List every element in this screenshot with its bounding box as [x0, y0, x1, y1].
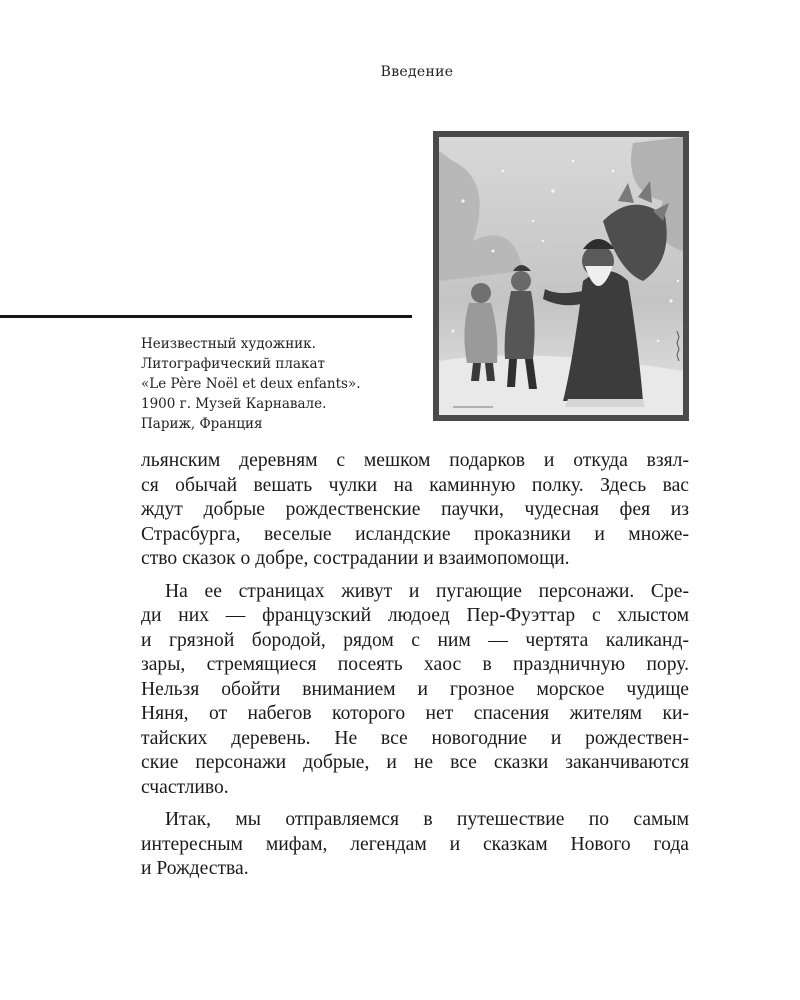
- caption-line: Литографический плакат: [141, 356, 325, 372]
- text-line: тайских деревень. Не все новогодние и рождествен-: [141, 727, 689, 749]
- caption-line: Париж, Франция: [141, 416, 263, 432]
- text-line: Нельзя обойти вниманием и грозное морское чудище: [141, 678, 689, 700]
- text-line: льянским деревням с мешком подарков и откуда взял-: [141, 450, 689, 471]
- text-line: Итак, мы отправляемся в путешествие по самым: [165, 809, 689, 830]
- text-line: счастливо.: [141, 776, 229, 798]
- text-line: интересным мифам, легендам и сказкам Нового года: [141, 833, 689, 855]
- text-line: ские персонажи добрые, и не все сказки заканчиваются: [141, 752, 689, 773]
- lithograph-poster-image: [433, 131, 689, 421]
- text-line: зары, стремящиеся посеять хаос в праздничную пору.: [141, 654, 689, 675]
- text-line: Страсбурга, веселые исландские проказники и множе-: [141, 523, 689, 545]
- body-text: [141, 449, 689, 882]
- text-line: и грязной бородой, рядом с ним — чертята каликанд-: [141, 629, 689, 651]
- paragraph-3: [141, 808, 689, 882]
- text-line: На ее страницах живут и пугающие персонажи. Сре-: [165, 580, 689, 602]
- paragraph-2: [141, 580, 689, 801]
- caption-line: 1900 г. Музей Карнавале.: [141, 396, 327, 412]
- text-line: ди них — французский людоед Пер-Фуэттар с хлыстом: [141, 605, 689, 626]
- caption-line: Неизвестный художник.: [141, 336, 316, 352]
- caption-line: «Le Père Noël et deux enfants».: [141, 376, 361, 392]
- text-line: ся обычай вешать чулки на каминную полку. Здесь вас: [141, 474, 689, 496]
- poster-illustration: [433, 131, 689, 421]
- text-line: ждут добрые рождественские паучки, чудесная фея из: [141, 499, 689, 520]
- running-header: Введение: [380, 64, 454, 80]
- paragraph-1: [141, 449, 689, 572]
- text-line: и Рождества.: [141, 858, 249, 879]
- text-line: Няня, от набегов которого нет спасения жителям ки-: [141, 703, 689, 724]
- caption-rule: [0, 315, 412, 318]
- figure-caption: [141, 334, 411, 434]
- text-line: ство сказок о добре, сострадании и взаимопомощи.: [141, 548, 570, 569]
